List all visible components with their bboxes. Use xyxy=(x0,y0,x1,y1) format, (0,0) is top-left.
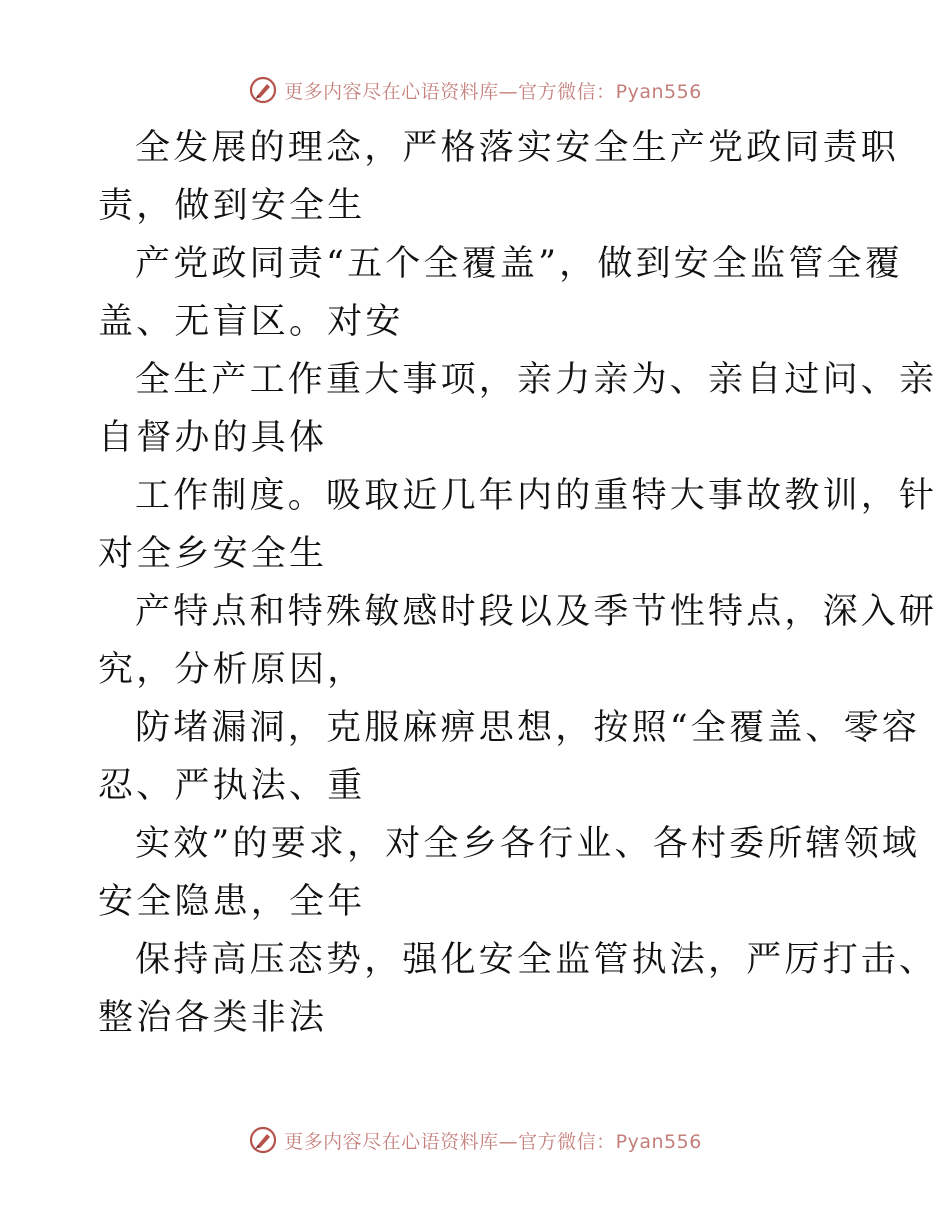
paragraph-line: 保持高压态势，强化安全监管执法，严厉打击、 xyxy=(135,940,938,980)
header-watermark xyxy=(0,74,950,106)
paragraph-line: 究，分析原因， xyxy=(98,650,366,690)
paragraph-line: 全生产工作重大事项，亲力亲为、亲自过问、亲 xyxy=(135,360,938,400)
paragraph-line: 整治各类非法 xyxy=(98,998,328,1038)
watermark-text: 更多内容尽在心语资料库—官方微信：Pyan556 xyxy=(284,80,702,103)
paragraph-line: 产特点和特殊敏感时段以及季节性特点，深入研 xyxy=(135,592,938,632)
pen-nib-logo-icon xyxy=(248,1125,278,1155)
paragraph-line: 安全隐患，全年 xyxy=(98,882,366,922)
paragraph-line: 防堵漏洞，克服麻痹思想，按照“全覆盖、零容 xyxy=(135,708,921,748)
paragraph-line: 盖、无盲区。对安 xyxy=(98,302,404,342)
pen-nib-logo-icon xyxy=(248,75,278,105)
paragraph-line: 产党政同责“五个全覆盖”，做到安全监管全覆 xyxy=(135,244,903,284)
paragraph-line: 自督办的具体 xyxy=(98,418,328,458)
paragraph-line: 责，做到安全生 xyxy=(98,186,366,226)
paragraph-line: 忍、严执法、重 xyxy=(98,766,366,806)
paragraph-line: 对全乡安全生 xyxy=(98,534,328,574)
paragraph-line: 工作制度。吸取近几年内的重特大事故教训，针 xyxy=(135,476,938,516)
paragraph-line: 全发展的理念，严格落实安全生产党政同责职 xyxy=(135,128,900,168)
footer-watermark xyxy=(0,1124,950,1156)
watermark-text: 更多内容尽在心语资料库—官方微信：Pyan556 xyxy=(284,1130,702,1153)
paragraph-line: 实效”的要求，对全乡各行业、各村委所辖领域 xyxy=(135,824,921,864)
